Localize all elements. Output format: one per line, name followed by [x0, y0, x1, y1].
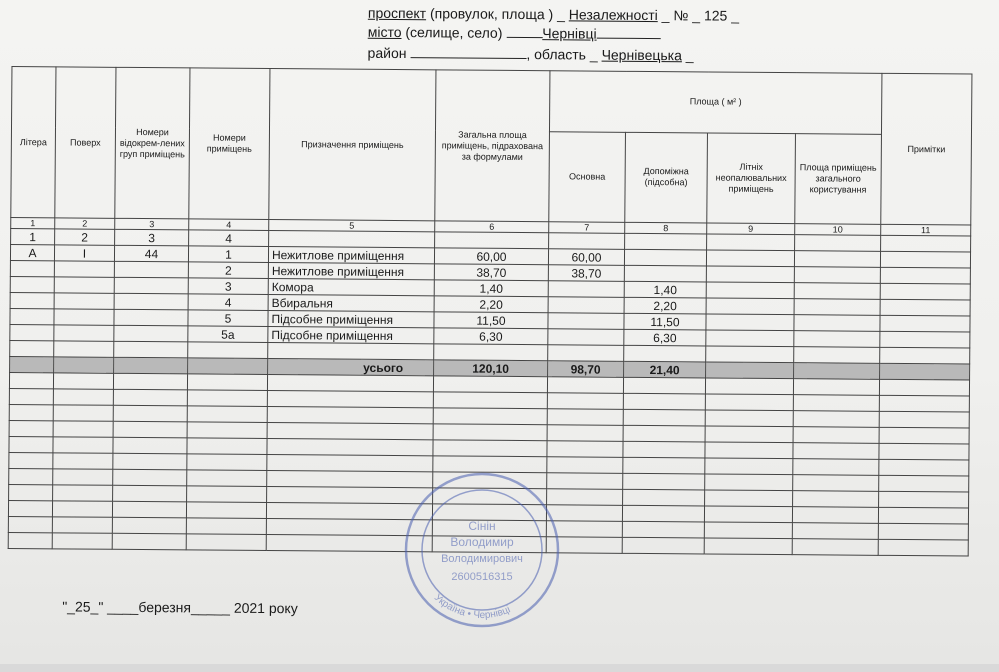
- cell-summer: [706, 250, 794, 267]
- cell-purpose: Нежитлове приміщення: [268, 263, 434, 280]
- stamp-line-2: Володимир: [450, 535, 514, 549]
- cell-aux: 11,50: [624, 313, 706, 330]
- cell-room: 1: [188, 246, 268, 263]
- cell-summer: [706, 346, 794, 363]
- cell-total: 2,20: [434, 296, 548, 313]
- cell-common: [794, 315, 880, 332]
- street-name: Незалежності: [568, 6, 658, 24]
- cell-poverkh: [54, 341, 114, 357]
- street-prefix: проспект: [367, 4, 427, 22]
- cell-room: 4: [189, 230, 269, 247]
- cell-notes: [880, 267, 970, 284]
- cell-main: [549, 233, 625, 250]
- cell-group: 44: [114, 245, 188, 262]
- col-header-poverkh: Поверх: [55, 67, 116, 218]
- building-number: 125: [703, 7, 728, 24]
- date-year: 2021 року: [233, 599, 298, 617]
- total-area-sum: 120,10: [434, 360, 548, 377]
- cell-total: 38,70: [434, 264, 548, 281]
- cell-notes: [881, 235, 971, 252]
- cell-poverkh: [54, 261, 114, 277]
- cell-common: [794, 283, 880, 300]
- cell-common: [794, 299, 880, 316]
- cell-litera: [10, 260, 54, 276]
- col-number: 4: [189, 219, 269, 231]
- cell-notes: [880, 347, 970, 364]
- cell-common: [794, 347, 880, 364]
- cell-total: [435, 232, 549, 249]
- col-number: 7: [549, 222, 625, 234]
- city-name: Чернівці: [542, 25, 597, 42]
- col-header-groups: Номери відокрем-лених груп приміщень: [115, 67, 190, 219]
- cell-room: 2: [188, 262, 268, 279]
- cell-purpose: [268, 343, 434, 360]
- cell-room: 4: [188, 294, 268, 311]
- date-day: 25: [74, 598, 91, 615]
- cell-main: 60,00: [548, 249, 624, 266]
- col-number: 5: [269, 220, 435, 232]
- cell-summer: [707, 234, 795, 251]
- cell-aux: [625, 233, 707, 250]
- cell-common: [794, 331, 880, 348]
- cell-main: 38,70: [548, 265, 624, 282]
- cell-group: [114, 325, 188, 342]
- date-month: березня: [138, 599, 192, 616]
- cell-poverkh: [54, 309, 114, 325]
- district-label: район: [367, 44, 407, 62]
- cell-aux: [624, 265, 706, 282]
- cell-poverkh: [54, 277, 114, 293]
- stamp-code: 2600516315: [451, 571, 513, 583]
- cell-main: [548, 329, 624, 346]
- cell-litera: [10, 276, 54, 292]
- cell-total: 1,40: [434, 280, 548, 297]
- total-label: усього: [268, 359, 434, 376]
- col-number: 11: [881, 224, 971, 236]
- col-number: 6: [435, 221, 549, 233]
- col-header-aux: Допоміжна (підсобна): [625, 132, 708, 223]
- cell-notes: [880, 299, 970, 316]
- cell-litera: 1: [11, 228, 55, 244]
- cell-purpose: Підсобне приміщення: [268, 311, 434, 328]
- cell-poverkh: 2: [55, 229, 115, 245]
- cell-litera: А: [10, 244, 54, 260]
- cell-common: [794, 251, 880, 268]
- cell-purpose: Підсобне приміщення: [268, 327, 434, 344]
- col-number: 3: [115, 218, 189, 230]
- cell-room: 3: [188, 278, 268, 295]
- cell-aux: [624, 249, 706, 266]
- cell-group: [114, 277, 188, 294]
- cell-group: 3: [115, 229, 189, 246]
- total-main-sum: 98,70: [548, 361, 624, 378]
- city-type-label: (селище, село): [405, 24, 503, 41]
- cell-group: [114, 293, 188, 310]
- cell-notes: [880, 315, 970, 332]
- cell-group: [114, 261, 188, 278]
- number-label: №: [673, 7, 689, 24]
- cell-summer: [706, 282, 794, 299]
- cell-room: 5: [188, 310, 268, 327]
- city-prefix: місто: [367, 23, 402, 41]
- cell-purpose: [269, 231, 435, 248]
- col-header-purpose: Призначення приміщень: [269, 69, 436, 221]
- cell-poverkh: [54, 293, 114, 309]
- cell-litera: [10, 292, 54, 308]
- col-header-notes: Примітки: [881, 73, 972, 225]
- cell-summer: [706, 330, 794, 347]
- cell-litera: [10, 340, 54, 356]
- total-aux-sum: 21,40: [624, 361, 706, 378]
- cell-main: [548, 297, 624, 314]
- col-header-summer: Літніх неопалювальних приміщень: [707, 133, 796, 224]
- cell-aux: [624, 345, 706, 362]
- cell-group: [114, 341, 188, 358]
- cell-total: [434, 344, 548, 361]
- cell-purpose: Комора: [268, 279, 434, 296]
- cell-common: [795, 235, 881, 252]
- stamp-line-3: Володимирович: [441, 553, 523, 565]
- cell-aux: 6,30: [624, 329, 706, 346]
- cell-main: [548, 281, 624, 298]
- address-street-line: проспект (провулок, площа ) _ Незалежності _ № _ 125 _: [367, 4, 740, 24]
- cell-total: 11,50: [434, 312, 548, 329]
- col-header-litera: Літера: [11, 67, 56, 218]
- cell-aux: 1,40: [624, 281, 706, 298]
- cell-common: [794, 267, 880, 284]
- col-header-rooms: Номери приміщень: [189, 68, 270, 220]
- cell-poverkh: [54, 325, 114, 341]
- address-district-line: район , область _ Чернівецька _: [367, 44, 694, 64]
- cell-notes: [880, 331, 970, 348]
- cell-total: 60,00: [434, 248, 548, 265]
- col-header-total-area: Загальна площа приміщень, підрахована за формулами: [435, 70, 550, 222]
- col-header-main: Основна: [549, 132, 626, 223]
- col-number: 9: [707, 223, 795, 235]
- table-header-row: [11, 67, 971, 135]
- cell-summer: [706, 298, 794, 315]
- oblast-name: Чернівецька: [601, 46, 683, 64]
- cell-notes: [880, 283, 970, 300]
- cell-purpose: Вбиральня: [268, 295, 434, 312]
- cell-poverkh: І: [54, 245, 114, 261]
- stamp-line-1: Сінін: [468, 519, 496, 533]
- seal-stamp-icon: [402, 470, 562, 630]
- cell-main: [548, 313, 624, 330]
- stamp-ring-text: Україна • Чернівці: [431, 592, 513, 622]
- col-number: 8: [625, 222, 707, 234]
- cell-purpose: Нежитлове приміщення: [268, 247, 434, 264]
- cell-room: 5а: [188, 326, 268, 343]
- col-number: 2: [55, 218, 115, 229]
- col-number: 1: [11, 217, 55, 228]
- cell-aux: 2,20: [624, 297, 706, 314]
- col-header-common: Площа приміщень загального користування: [795, 134, 882, 225]
- cell-summer: [706, 314, 794, 331]
- cell-group: [114, 309, 188, 326]
- col-header-area-group: Площа ( м² ): [549, 71, 881, 135]
- cell-litera: [10, 324, 54, 340]
- col-number: 10: [795, 224, 881, 236]
- cell-room: [188, 342, 268, 359]
- cell-total: 6,30: [434, 328, 548, 345]
- oblast-label: , область: [526, 46, 587, 63]
- cell-summer: [706, 266, 794, 283]
- cell-notes: [880, 251, 970, 268]
- street-type-label: (провулок, площа ): [429, 5, 554, 23]
- cell-main: [548, 345, 624, 362]
- document-date: "_25_" ____березня_____ 2021 року: [62, 598, 298, 617]
- address-city-line: [368, 24, 661, 42]
- cell-litera: [10, 308, 54, 324]
